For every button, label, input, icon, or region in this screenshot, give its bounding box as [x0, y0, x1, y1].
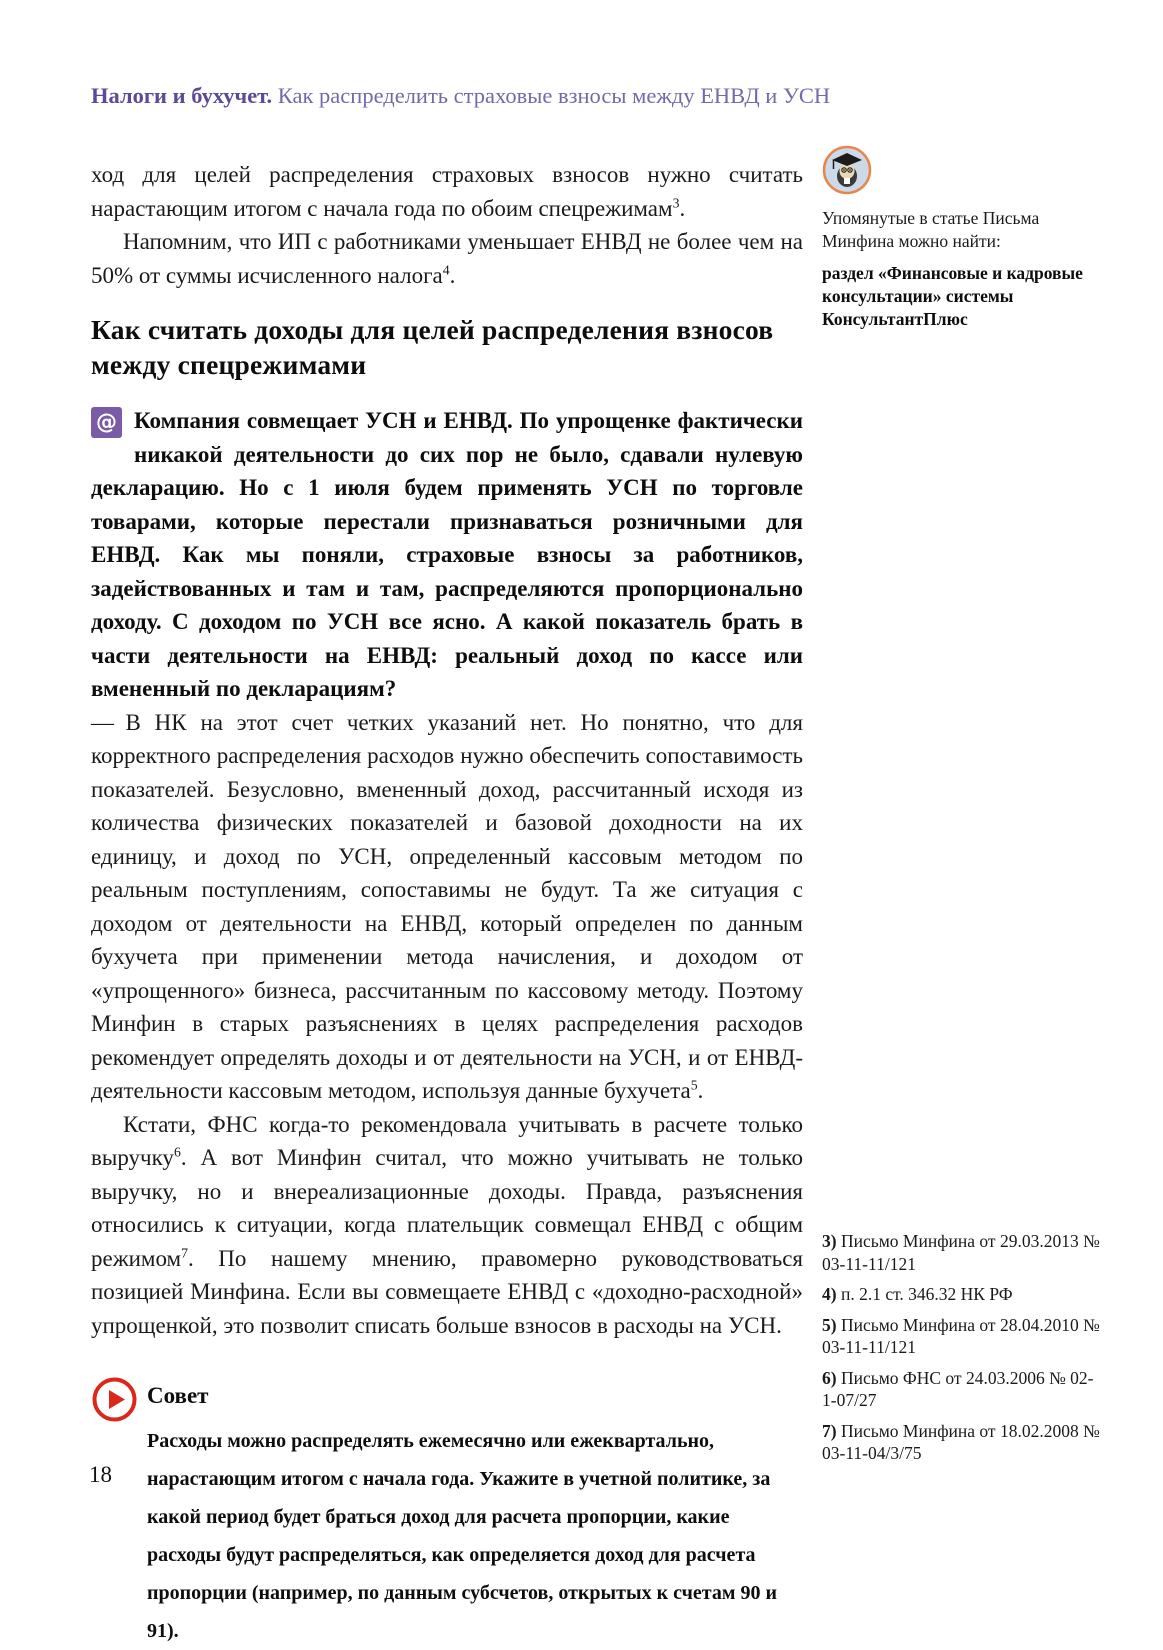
question-text: Компания совмещает УСН и ЕНВД. По упрощенке фактически никакой деятельности до сих пор не было, сдавали нулевую декларацию. Но с 1 июля будем применять УСН по торговле товарами, которые перестали признаваться розничными для ЕНВД. Как мы поняли, страховые взносы за работников, задействованных и там и там, распределяются пропорционально доходу. С доходом по УСН все ясно. А какой показатель брать в части деятельности на ЕНВД: реальный доход по кассе или вмененный по декларациям? — [91, 408, 803, 701]
footnote-item-7 — [822, 1420, 1107, 1465]
footnote-number: 7) — [822, 1420, 837, 1441]
footnote-text: Письмо ФНС от 24.03.2006 № 02-1-07/27 — [822, 1367, 1094, 1410]
answer-paragraph-2 — [91, 1108, 803, 1343]
reader-question — [91, 404, 803, 706]
text-segment: Кстати, ФНС когда-то рекомендовала учитывать в расчете только выручку — [91, 1111, 803, 1170]
footnote-ref-7: 7 — [181, 1244, 188, 1260]
footnote-text: Письмо Минфина от 28.04.2010 № 03-11-11/121 — [822, 1314, 1100, 1357]
section-heading: Как считать доходы для целей распределения взносов между спецрежимами — [91, 314, 774, 380]
advice-box — [91, 1376, 803, 1650]
footnote-number: 3) — [822, 1231, 837, 1251]
sidebar-source-text: раздел «Финансовые и кадровые консультации» системы КонсультантПлюс — [822, 263, 1083, 329]
advice-content — [147, 1376, 803, 1650]
text-segment: . По нашему мнению, правомерно руководствоваться позицией Минфина. Если вы совмещаете ЕНВД с «доходно-расходной» упрощенкой, это позволит списать больше взносов в расходы на УСН. — [91, 1245, 803, 1338]
footnotes-list — [822, 1230, 1107, 1473]
article-title: Как распределить страховые взносы между ЕНВД и УСН — [272, 83, 831, 108]
advice-body: Расходы можно распределять ежемесячно или ежеквартально, нарастающим итогом с начала года. Укажите в учетной политике, за какой период будет браться доход для расчета пропорции, какие расходы будут распределяться, как определяется доход для расчета пропорции (например, по данным субсчетов, открытых к счетам 90 и 91). — [147, 1430, 777, 1642]
footnote-ref-3: 3 — [672, 194, 680, 210]
reader-question-icon: @ — [91, 407, 122, 438]
text-segment: . — [697, 1078, 704, 1103]
text-segment: . — [449, 262, 456, 288]
footnote-item-6 — [822, 1367, 1107, 1412]
rubric-label: Налоги и бухучет. — [91, 83, 273, 108]
text-segment: . А вот Минфин считал, что можно учитывать не только выручку, но и внереализационные доходы. Правда, разъяснения относились к ситуации, когда плательщик совмещал ЕНВД с общим режимом — [91, 1145, 803, 1271]
footnote-number: 5) — [822, 1314, 837, 1335]
footnote-item-5 — [822, 1314, 1107, 1359]
footnote-text: Письмо Минфина от 18.02.2008 № 03-11-04/3/75 — [822, 1420, 1100, 1463]
footnote-number: 6) — [822, 1367, 837, 1388]
advice-title: Совет — [147, 1383, 209, 1408]
answer-paragraph-1 — [91, 706, 803, 1108]
consultant-mascot-icon — [822, 145, 872, 195]
footnote-ref-5: 5 — [690, 1077, 698, 1093]
text-segment: — В НК на этот счет четких указаний нет. Но понятно, что для корректного распределения расходов нужно обеспечить сопоставимость показателей. Безусловно, вмененный доход, рассчитанный исходя из количества физических показателей и базовой доходности на их единицу, и доход по УСН, определенный кассовым методом по реальным поступлениям, сопоставимы не будут. Та же ситуация с доходом от деятельности на ЕНВД, который определен по данным бухучета при применении метода начисления, и доходом от «упрощенного» бизнеса, рассчитанным по кассовому методу. Поэтому Минфин в старых разъяснениях в целях распределения расходов рекомендует определять доходы и от деятельности на УСН, и от ЕНВД-деятельности кассовым методом, используя данные бухучета — [91, 709, 803, 1103]
intro-paragraph-1 — [91, 158, 803, 225]
running-head — [91, 82, 830, 110]
footnote-item-4 — [822, 1283, 1107, 1306]
footnote-text: п. 2.1 ст. 346.32 НК РФ — [840, 1284, 1013, 1304]
footnote-text: Письмо Минфина от 29.03.2013 № 03-11-11/121 — [822, 1231, 1100, 1274]
main-text-column — [91, 158, 803, 1650]
text-segment: . — [679, 195, 686, 221]
footnote-ref-4: 4 — [442, 261, 450, 277]
page-number: 18 — [89, 1462, 112, 1487]
text-segment: Напомним, что ИП с работниками уменьшает ЕНВД не более чем на 50% от суммы исчисленного налога — [91, 229, 803, 288]
footnote-item-3 — [822, 1230, 1107, 1275]
sidebar-consultant-note — [822, 145, 1100, 331]
intro-paragraph-2 — [91, 225, 803, 292]
play-icon — [91, 1376, 138, 1423]
sidebar-note-text: Упомянутые в статье Письма Минфина можно найти: — [822, 208, 1040, 251]
footnote-ref-6: 6 — [173, 1144, 181, 1160]
text-segment: ход для целей распределения страховых взносов нужно считать нарастающим итогом с начала года по обоим спецрежимам — [91, 162, 803, 221]
footnote-number: 4) — [822, 1284, 837, 1304]
